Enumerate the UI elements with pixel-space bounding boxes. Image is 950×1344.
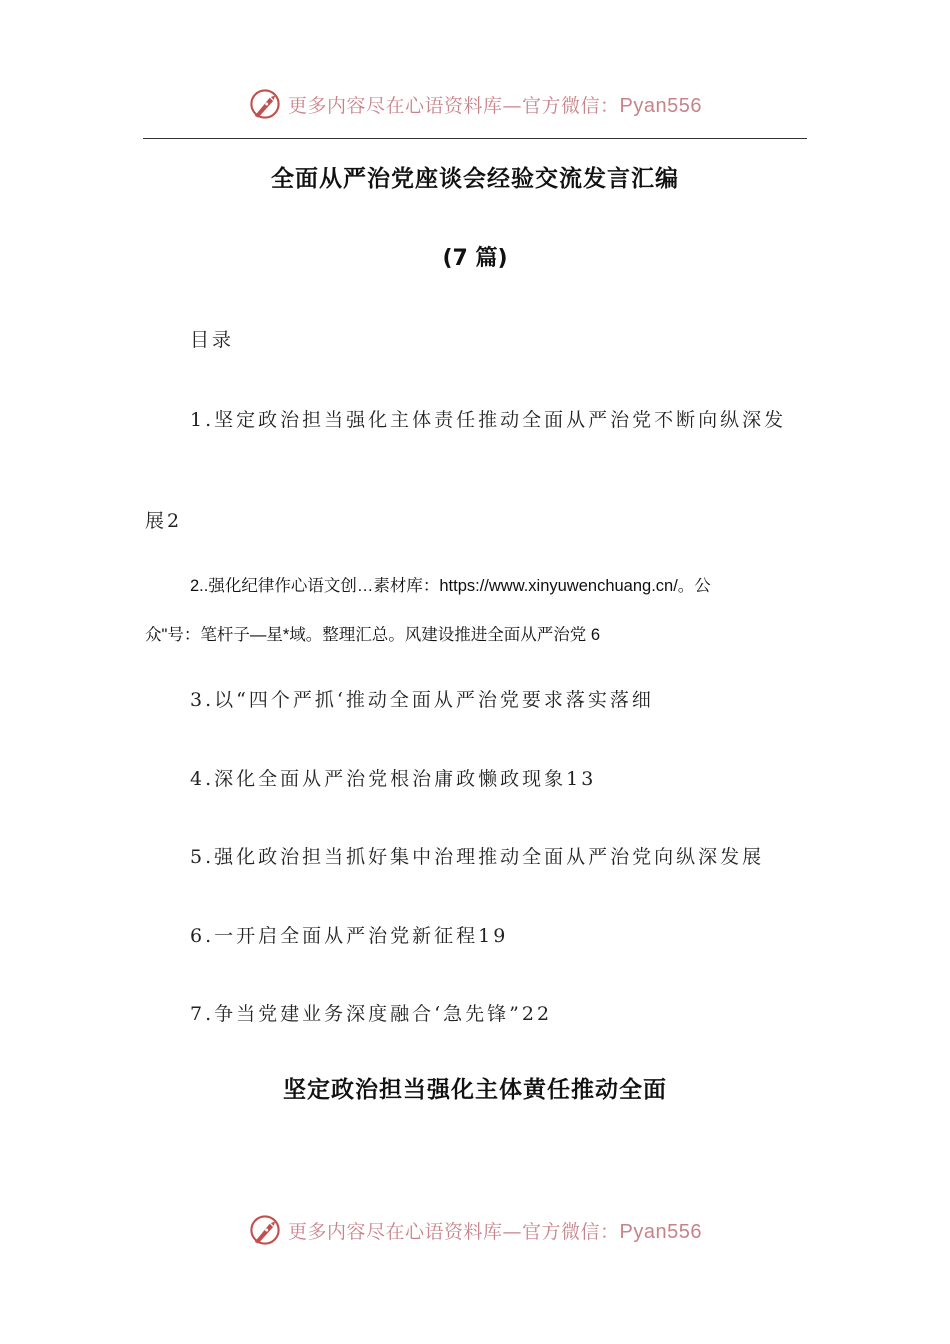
toc-item-2-continued: 众"号：笔杆子—星*域。整理汇总。风建设推进全面从严治党 6 [145,626,601,644]
toc-item-1-continued: 展2 [145,510,183,532]
footer-banner [0,1208,950,1252]
header-divider [143,138,807,139]
document-subtitle: (7 篇) [442,246,508,271]
document-title: 全面从严治党座谈会经验交流发言汇编 [271,166,679,192]
pen-nib-logo-icon [248,87,282,121]
header-banner-text: 更多内容尽在心语资料库—官方微信：Pyan556 [288,94,702,117]
toc-item-1: 1.坚定政治担当强化主体责任推动全面从严治党不断向纵深发 [190,409,787,431]
toc-item-6: 6.一开启全面从严治党新征程19 [190,925,509,947]
pen-nib-logo-icon [248,1213,282,1247]
toc-item-3: 3.以“四个严抓‘推动全面从严治党要求落实落细 [190,689,654,711]
toc-item-5: 5.强化政治担当抓好集中治理推动全面从严治党向纵深发展 [190,846,765,868]
toc-item-7: 7.争当党建业务深度融合‘急先锋”22 [190,1003,553,1025]
footer-wechat-id: Pyan556 [619,1220,702,1243]
header-wechat-id: Pyan556 [619,94,702,117]
toc-label: 目录 [190,329,235,351]
header-banner [0,82,950,126]
section-heading: 坚定政治担当强化主体黄任推动全面 [283,1077,667,1103]
toc-item-4: 4.深化全面从严治党根治庸政懒政现象13 [190,768,597,790]
toc-item-2: 2..强化纪律作心语文创…素材库：https://www.xinyuwenchuang.cn/。公 [190,577,711,595]
footer-banner-text: 更多内容尽在心语资料库—官方微信：Pyan556 [288,1220,702,1243]
